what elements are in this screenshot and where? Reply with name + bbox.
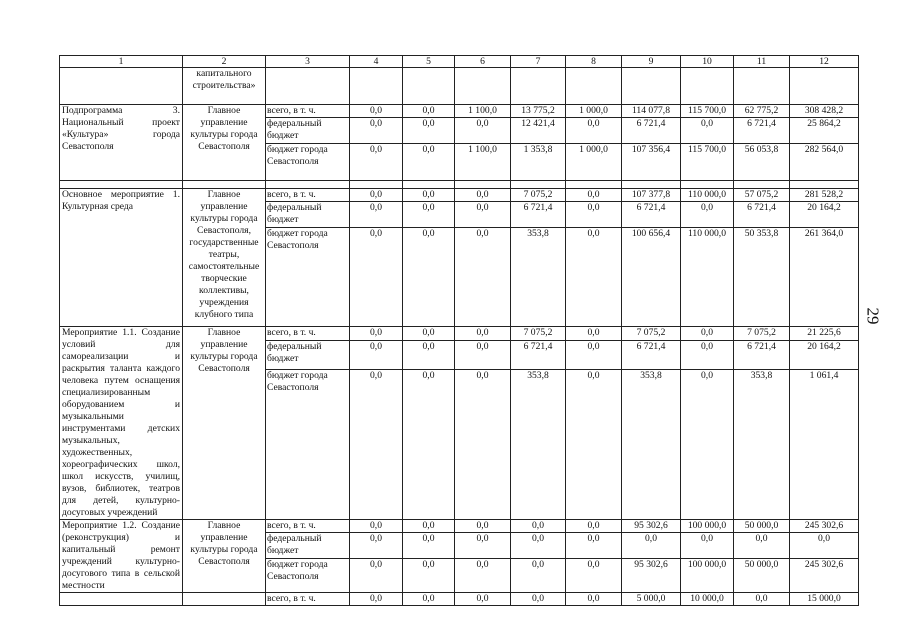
amount-cell: 0,0 [403,118,455,144]
program-name: Основное мероприятие 1. Культурная среда [60,189,183,327]
amount-cell: 0,0 [455,327,511,341]
amount-cell: 50 000,0 [734,520,790,533]
amount-cell: 0,0 [403,341,455,370]
amount-cell: 7 075,2 [622,327,681,341]
funding-source: бюджет города Севастополя [266,370,350,520]
table-row [60,520,859,533]
amount-cell: 20 164,2 [790,202,859,228]
amount-cell: 5 000,0 [622,593,681,606]
amount-cell: 245 302,6 [790,520,859,533]
funding-source: всего, в т. ч. [266,189,350,202]
amount-cell: 56 053,8 [734,144,790,181]
amount-cell: 7 075,2 [511,327,566,341]
empty-cell [350,68,403,105]
amount-cell: 0,0 [403,228,455,327]
funding-source: федеральный бюджет [266,533,350,559]
amount-cell: 0,0 [455,228,511,327]
amount-cell: 110 000,0 [681,189,734,202]
page-number: 29 [863,307,883,325]
empty-cell [790,181,859,189]
program-name: Мероприятие 1.2. Создание (реконструкция) и капитальный ремонт учреждений культурно-досугового типа в сельской местности [60,520,183,593]
amount-cell: 0,0 [350,105,403,118]
executor-name: Главное управление культуры города Севастополя [183,520,266,593]
amount-cell: 0,0 [403,202,455,228]
amount-cell: 0,0 [455,189,511,202]
amount-cell: 0,0 [566,202,622,228]
amount-cell: 0,0 [566,520,622,533]
amount-cell: 7 075,2 [734,327,790,341]
amount-cell: 0,0 [566,559,622,593]
amount-cell: 0,0 [622,533,681,559]
funding-source: всего, в т. ч. [266,327,350,341]
amount-cell: 0,0 [455,202,511,228]
amount-cell: 0,0 [734,593,790,606]
empty-cell [511,181,566,189]
amount-cell: 353,8 [511,228,566,327]
amount-cell: 1 353,8 [511,144,566,181]
amount-cell: 0,0 [350,533,403,559]
column-number: 6 [455,56,511,68]
amount-cell: 100 000,0 [681,520,734,533]
amount-cell: 0,0 [403,559,455,593]
amount-cell: 0,0 [681,118,734,144]
executor-name: Главное управление культуры города Севастополя, государственные театры, самостоятельные творческие коллективы, учреждения клубного типа [183,189,266,327]
empty-cell [681,68,734,105]
amount-cell: 282 564,0 [790,144,859,181]
column-number: 7 [511,56,566,68]
amount-cell: 95 302,6 [622,520,681,533]
amount-cell: 115 700,0 [681,144,734,181]
executor-name [183,593,266,606]
column-number: 3 [266,56,350,68]
column-number: 9 [622,56,681,68]
amount-cell: 0,0 [403,370,455,520]
amount-cell: 1 100,0 [455,105,511,118]
amount-cell: 6 721,4 [622,341,681,370]
empty-cell [566,68,622,105]
amount-cell: 0,0 [455,593,511,606]
funding-source: всего, в т. ч. [266,105,350,118]
funding-source: бюджет города Севастополя [266,228,350,327]
amount-cell: 0,0 [511,559,566,593]
funding-source: всего, в т. ч. [266,520,350,533]
amount-cell: 6 721,4 [734,118,790,144]
amount-cell: 114 077,8 [622,105,681,118]
amount-cell: 57 075,2 [734,189,790,202]
column-number: 11 [734,56,790,68]
program-name [60,593,183,606]
amount-cell: 0,0 [566,228,622,327]
amount-cell: 308 428,2 [790,105,859,118]
amount-cell: 0,0 [403,327,455,341]
funding-source: бюджет города Севастополя [266,559,350,593]
program-name: Подпрограмма 3. Национальный проект «Культура» города Севастополя [60,105,183,181]
empty-cell [350,181,403,189]
column-number: 2 [183,56,266,68]
amount-cell: 0,0 [403,593,455,606]
continuation-row [60,68,859,105]
amount-cell: 353,8 [734,370,790,520]
amount-cell: 1 061,4 [790,370,859,520]
amount-cell: 1 000,0 [566,105,622,118]
amount-cell: 0,0 [681,327,734,341]
amount-cell: 0,0 [566,118,622,144]
amount-cell: 0,0 [681,202,734,228]
amount-cell: 0,0 [350,202,403,228]
empty-cell [266,181,350,189]
empty-cell [455,181,511,189]
amount-cell: 0,0 [455,520,511,533]
column-number: 8 [566,56,622,68]
spacer-row [60,181,859,189]
amount-cell: 0,0 [790,533,859,559]
amount-cell: 10 000,0 [681,593,734,606]
column-number: 12 [790,56,859,68]
amount-cell: 107 377,8 [622,189,681,202]
amount-cell: 6 721,4 [734,341,790,370]
amount-cell: 115 700,0 [681,105,734,118]
amount-cell: 0,0 [566,341,622,370]
amount-cell: 0,0 [350,327,403,341]
empty-cell [734,68,790,105]
amount-cell: 0,0 [566,533,622,559]
amount-cell: 0,0 [511,520,566,533]
amount-cell: 12 421,4 [511,118,566,144]
column-number: 1 [60,56,183,68]
amount-cell: 0,0 [350,341,403,370]
amount-cell: 0,0 [350,144,403,181]
amount-cell: 25 864,2 [790,118,859,144]
table-row [60,189,859,202]
amount-cell: 6 721,4 [511,341,566,370]
amount-cell: 0,0 [455,341,511,370]
table-row [60,327,859,341]
amount-cell: 0,0 [566,593,622,606]
amount-cell: 15 000,0 [790,593,859,606]
amount-cell: 13 775,2 [511,105,566,118]
amount-cell: 0,0 [681,370,734,520]
amount-cell: 0,0 [350,370,403,520]
amount-cell: 1 100,0 [455,144,511,181]
empty-cell [403,68,455,105]
column-number: 10 [681,56,734,68]
amount-cell: 0,0 [403,105,455,118]
amount-cell: 62 775,2 [734,105,790,118]
amount-cell: 0,0 [734,533,790,559]
amount-cell: 0,0 [566,189,622,202]
funding-source: бюджет города Севастополя [266,144,350,181]
amount-cell: 0,0 [403,533,455,559]
amount-cell: 50 353,8 [734,228,790,327]
amount-cell: 6 721,4 [622,202,681,228]
amount-cell: 0,0 [403,144,455,181]
amount-cell: 6 721,4 [511,202,566,228]
empty-cell [681,181,734,189]
empty-cell [183,181,266,189]
amount-cell: 353,8 [511,370,566,520]
amount-cell: 1 000,0 [566,144,622,181]
amount-cell: 21 225,6 [790,327,859,341]
funding-source: федеральный бюджет [266,118,350,144]
empty-cell [266,68,350,105]
empty-cell [511,68,566,105]
amount-cell: 245 302,6 [790,559,859,593]
budget-table [59,55,859,606]
amount-cell: 281 528,2 [790,189,859,202]
amount-cell: 95 302,6 [622,559,681,593]
amount-cell: 0,0 [511,533,566,559]
amount-cell: 0,0 [350,228,403,327]
amount-cell: 0,0 [455,559,511,593]
amount-cell: 110 000,0 [681,228,734,327]
empty-cell [60,68,183,105]
empty-cell [455,68,511,105]
amount-cell: 0,0 [403,189,455,202]
amount-cell: 0,0 [350,520,403,533]
amount-cell: 0,0 [350,118,403,144]
amount-cell: 100 000,0 [681,559,734,593]
amount-cell: 0,0 [350,559,403,593]
amount-cell: 20 164,2 [790,341,859,370]
empty-cell [622,68,681,105]
header-row [60,56,859,68]
funding-source: всего, в т. ч. [266,593,350,606]
amount-cell: 0,0 [511,593,566,606]
amount-cell: 0,0 [350,593,403,606]
funding-source: федеральный бюджет [266,202,350,228]
column-number: 5 [403,56,455,68]
amount-cell: 50 000,0 [734,559,790,593]
empty-cell [622,181,681,189]
empty-cell [790,68,859,105]
empty-cell [403,181,455,189]
amount-cell: 0,0 [455,533,511,559]
empty-cell [734,181,790,189]
amount-cell: 0,0 [681,533,734,559]
column-number: 4 [350,56,403,68]
executor-name: Главное управление культуры города Севастополя [183,105,266,181]
executor-continuation: капитального строительства» [183,68,266,105]
amount-cell: 0,0 [566,370,622,520]
amount-cell: 6 721,4 [734,202,790,228]
amount-cell: 0,0 [455,370,511,520]
amount-cell: 6 721,4 [622,118,681,144]
amount-cell: 0,0 [681,341,734,370]
funding-source: федеральный бюджет [266,341,350,370]
amount-cell: 0,0 [350,189,403,202]
empty-cell [566,181,622,189]
amount-cell: 0,0 [403,520,455,533]
amount-cell: 0,0 [455,118,511,144]
empty-cell [60,181,183,189]
amount-cell: 353,8 [622,370,681,520]
amount-cell: 261 364,0 [790,228,859,327]
amount-cell: 0,0 [566,327,622,341]
amount-cell: 107 356,4 [622,144,681,181]
table-row [60,105,859,118]
table-row [60,593,859,606]
program-name: Мероприятие 1.1. Создание условий для самореализации и раскрытия таланта каждого человека путем оснащения специализированным оборудованием и музыкальными инструментами детских музыкальных, художественных, хореографических школ, школ искусств, училищ, вузов, библиотек, театров для детей, культурно-досуговых учреждений [60,327,183,520]
amount-cell: 100 656,4 [622,228,681,327]
amount-cell: 7 075,2 [511,189,566,202]
executor-name: Главное управление культуры города Севастополя [183,327,266,520]
